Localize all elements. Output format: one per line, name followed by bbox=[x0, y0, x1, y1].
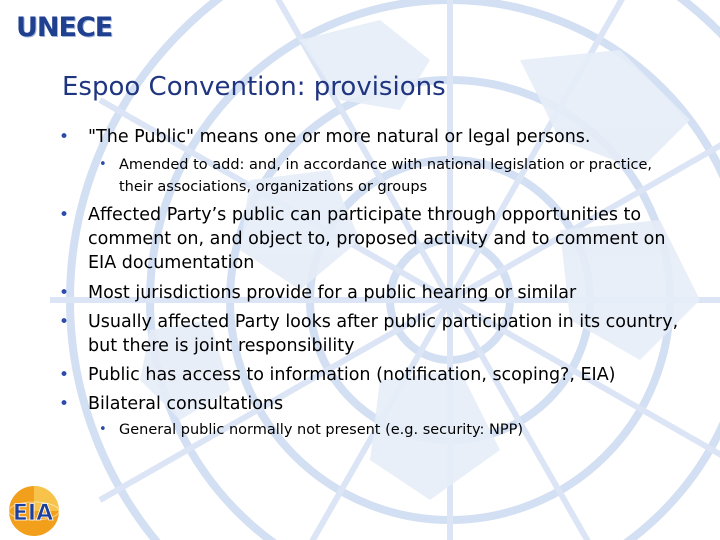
bullet-affected-party-public: • Affected Party’s public can participate through opportunities to comment on, and object to, proposed activity and to comment on EIA documentation bbox=[88, 203, 688, 275]
sub-bullet-amended: • Amended to add: and, in accordance with national legislation or practice, their associations, organizations or groups bbox=[119, 154, 679, 198]
unece-logo: UNECE bbox=[16, 12, 113, 43]
bullet-the-public: • "The Public" means one or more natural or legal persons. bbox=[88, 125, 688, 149]
sub-bullet-general-public: • General public normally not present (e.g. security: NPP) bbox=[119, 419, 679, 441]
bullet-bilateral-consultations: • Bilateral consultations bbox=[88, 392, 688, 416]
eia-globe-icon bbox=[4, 483, 62, 539]
bullet-access-to-information: • Public has access to information (notification, scoping?, EIA) bbox=[88, 363, 688, 387]
bullet-joint-responsibility: • Usually affected Party looks after public participation in its country, but there is joint responsibility bbox=[88, 310, 688, 358]
eia-badge-text: EIA bbox=[12, 501, 54, 526]
slide-title: Espoo Convention: provisions bbox=[62, 72, 446, 102]
bullet-public-hearing: • Most jurisdictions provide for a public hearing or similar bbox=[88, 281, 688, 305]
